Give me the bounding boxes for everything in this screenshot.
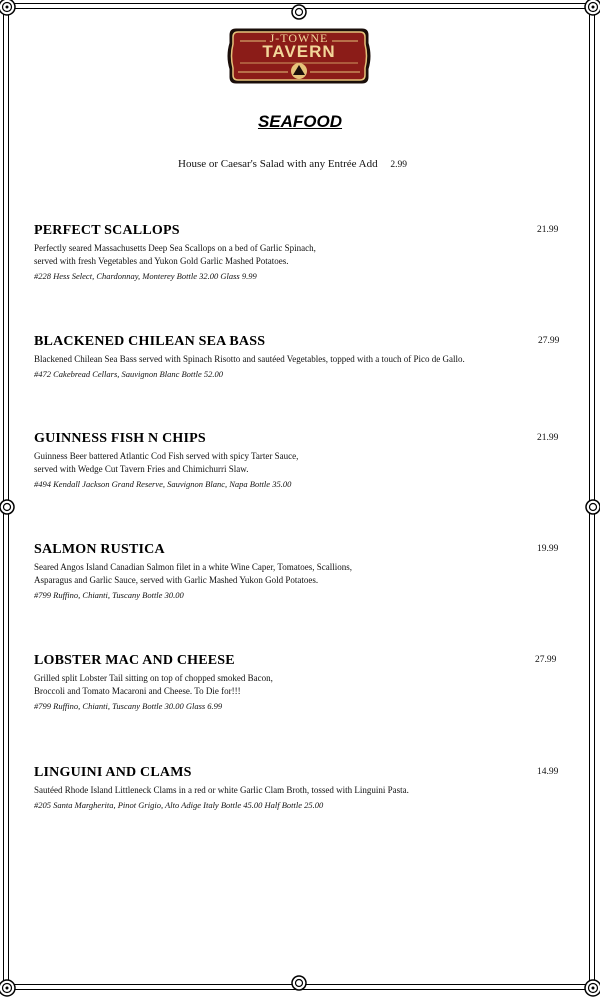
item-name: LINGUINI AND CLAMS: [34, 765, 192, 780]
logo-line-1: J-TOWNE: [269, 31, 329, 45]
item-price: 14.99: [537, 767, 559, 777]
edge-ornament-icon: [0, 497, 17, 517]
edge-ornament-icon: [583, 497, 600, 517]
item-description-line: Asparagus and Garlic Sauce, served with Garlic Mashed Yukon Gold Potatoes.: [34, 575, 319, 585]
item-price: 27.99: [535, 655, 557, 665]
item-description-line: Seared Angos Island Canadian Salmon filet in a white Wine Caper, Tomatoes, Scallions,: [34, 562, 353, 572]
item-name: SALMON RUSTICA: [34, 542, 165, 557]
item-price: 21.99: [537, 225, 559, 235]
menu-item: [34, 333, 562, 381]
menu-item: [34, 764, 562, 812]
item-description-line: Blackened Chilean Sea Bass served with Spinach Risotto and sautéed Vegetables, topped with a touch of Pico de Gallo.: [34, 354, 465, 364]
item-description: [34, 353, 562, 366]
menu-item: [34, 430, 562, 491]
item-description: [34, 561, 562, 587]
wine-pairing: #472 Cakebread Cellars, Sauvignon Blanc Bottle 52.00: [34, 369, 224, 379]
item-description-line: Grilled split Lobster Tail sitting on top of chopped smoked Bacon,: [34, 673, 273, 683]
item-description-line: served with fresh Vegetables and Yukon Gold Garlic Mashed Potatoes.: [34, 256, 289, 266]
salad-add-on-text: House or Caesar's Salad with any Entrée Add: [178, 158, 378, 170]
item-description-line: Perfectly seared Massachusetts Deep Sea Scallops on a bed of Garlic Spinach,: [34, 243, 316, 253]
section-title: SEAFOOD: [257, 112, 343, 131]
salad-add-on-note: [178, 158, 407, 170]
item-name: LOBSTER MAC AND CHEESE: [34, 653, 235, 668]
item-description-line: served with Wedge Cut Tavern Fries and Chimichurri Slaw.: [34, 464, 249, 474]
item-description-line: Guinness Beer battered Atlantic Cod Fish served with spicy Tarter Sauce,: [34, 451, 299, 461]
menu-item: [34, 222, 562, 283]
item-description: [34, 242, 562, 268]
item-price: 19.99: [537, 544, 559, 554]
corner-ornament-icon: [583, 0, 600, 17]
item-description: [34, 672, 562, 698]
corner-ornament-icon: [583, 978, 600, 998]
item-price: 21.99: [537, 433, 559, 443]
page-border-inner: [8, 8, 590, 985]
tavern-logo: [226, 25, 372, 87]
logo-line-2: TAVERN: [262, 42, 336, 61]
corner-ornament-icon: [0, 0, 17, 17]
wine-pairing: #799 Ruffino, Chianti, Tuscany Bottle 30.00 Glass 6.99: [34, 701, 223, 711]
item-price: 27.99: [538, 336, 560, 346]
corner-ornament-icon: [0, 978, 17, 998]
wine-pairing: #799 Ruffino, Chianti, Tuscany Bottle 30.00: [34, 590, 184, 600]
item-name: GUINNESS FISH N CHIPS: [34, 431, 206, 446]
item-description: [34, 450, 562, 476]
salad-add-on-price: 2.99: [390, 160, 408, 170]
menu-item: [34, 541, 562, 602]
menu-item: [34, 652, 562, 713]
item-description-line: Sautéed Rhode Island Littleneck Clams in a red or white Garlic Clam Broth, tossed with Linguini Pasta.: [34, 785, 409, 795]
item-name: BLACKENED CHILEAN SEA BASS: [34, 334, 266, 349]
edge-ornament-icon: [289, 2, 309, 22]
wine-pairing: #205 Santa Margherita, Pinot Grigio, Alto Adige Italy Bottle 45.00 Half Bottle 25.00: [34, 800, 324, 810]
item-description-line: Broccoli and Tomato Macaroni and Cheese. To Die for!!!: [34, 686, 241, 696]
edge-ornament-icon: [289, 973, 309, 993]
item-name: PERFECT SCALLOPS: [34, 223, 180, 238]
wine-pairing: #494 Kendall Jackson Grand Reserve, Sauvignon Blanc, Napa Bottle 35.00: [34, 479, 292, 489]
wine-pairing: #228 Hess Select, Chardonnay, Monterey Bottle 32.00 Glass 9.99: [34, 271, 257, 281]
item-description: [34, 784, 562, 797]
